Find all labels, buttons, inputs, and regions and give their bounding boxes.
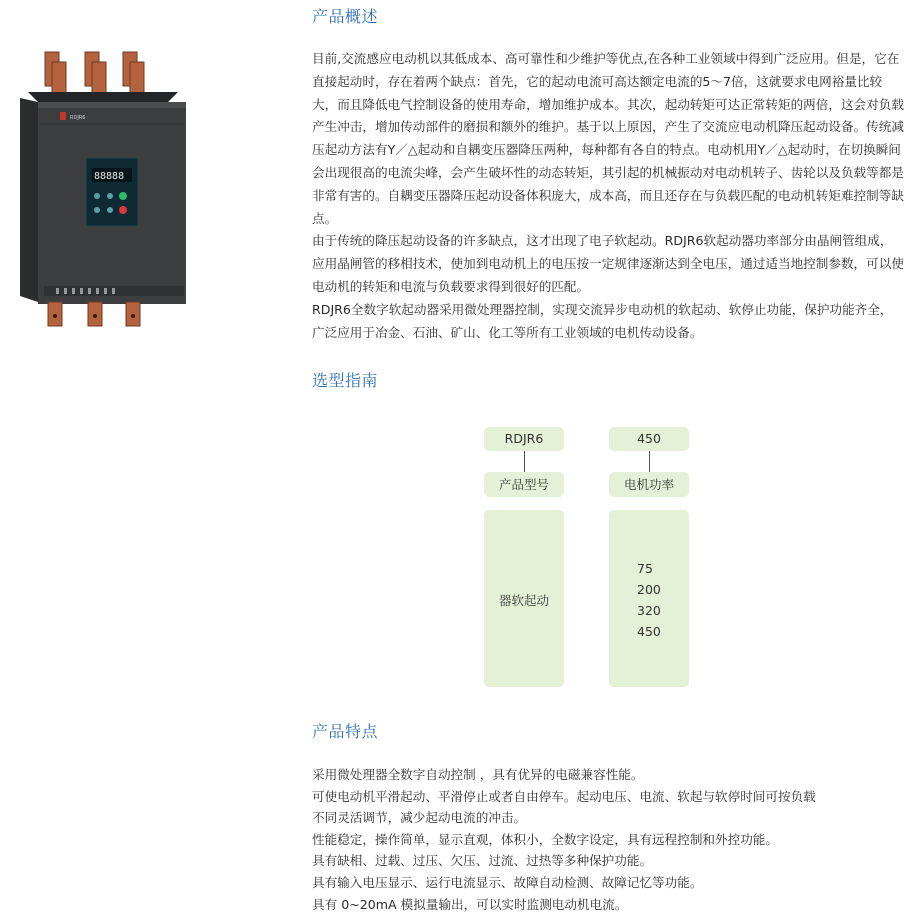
soft-starter-image [0,40,245,340]
feature-item: 不同灵活调节，减少起动电流的冲击。 [312,810,527,826]
feature-item: 具有 0~20mA 模拟量输出，可以实时监测电动机电流。 [312,896,628,912]
selection-title: 选型指南 [312,371,379,390]
feature-item: 性能稳定，操作简单，显示直观，体积小，全数字设定，具有远程控制和外控功能。 [312,831,778,847]
power-code-tag: 450 [609,427,689,451]
feature-item: 具有缺相、过载、过压、欠压、过流、过热等多种保护功能。 [312,853,653,869]
power-value: 450 [637,624,661,639]
svg-text:RDJR6: RDJR6 [70,115,86,121]
power-value: 75 [637,561,653,576]
overview-paragraph-2: 由于传统的降压起动设备的许多缺点，这才出现了电子软起动。RDJR6软起动器功率部分由晶闸管组成，应用晶闸管的移相技术，使加到电动机上的电压按一定规律逐渐达到全电压，通过适当地控制参数，可以使电动机的转矩和电流与负载要求得到很好的匹配。 [312,233,904,294]
connector-line [649,451,650,472]
power-value: 320 [637,603,661,618]
overview-title: 产品概述 [312,7,379,26]
model-label-tag: 产品型号 [484,472,564,497]
model-desc-box [484,510,564,687]
model-desc-text: 器软起动 [498,593,549,608]
power-label-tag: 电机功率 [609,472,689,497]
feature-item: 可使电动机平滑起动、平滑停止或者自由停车。起动电压、电流、软起与软停时间可按负载 [312,788,816,804]
connector-line [524,451,525,472]
overview-paragraph-1: 目前,交流感应电动机以其低成本、高可靠性和少维护等优点,在各种工业领域中得到广泛应用。但是，它在直接起动时，存在着两个缺点：首先，它的起动电流可高达额定电流的5～7倍，这就要求电网裕量比较大，而且降低电气控制设备的使用寿命，增加维护成本。其次，起动转矩可达正常转矩的两倍，这会对负载产生冲击，增加传动部件的磨损和额外的维护。基于以上原因，产生了交流应电动机降压起动设备。传统减压起动方法有Y／△起动和自耦变压器降压两种，每种都有各自的特点。电动机用Y／△起动时，在切换瞬间会出现很高的电流尖峰，会产生破坏性的动态转矩，其引起的机械振动对电动机转子、齿轮以及负载等都是非常有害的。自耦变压器降压起动设备体积庞大，成本高，而且还存在与负载匹配的电动机转矩难控制等缺点。 [312,51,904,226]
feature-item: 采用微处理器全数字自动控制 ，具有优异的电磁兼容性能。 [312,767,644,782]
feature-item: 具有输入电压显示、运行电流显示、故障自动检测、故障记忆等功能。 [312,874,703,890]
svg-text:88888: 88888 [94,171,125,182]
overview-text [312,48,904,344]
features-list [312,764,912,915]
power-values-box [609,510,689,687]
model-code-tag: RDJR6 [484,427,564,451]
power-value: 200 [637,582,661,597]
power-values-list [637,558,661,642]
features-title: 产品特点 [312,722,379,741]
overview-paragraph-3: RDJR6全数字软起动器采用微处理器控制，实现交流异步电动机的软起动、软停止功能，保护功能齐全，广泛应用于冶金、石油、矿山、化工等所有工业领域的电机传动设备。 [312,301,893,340]
